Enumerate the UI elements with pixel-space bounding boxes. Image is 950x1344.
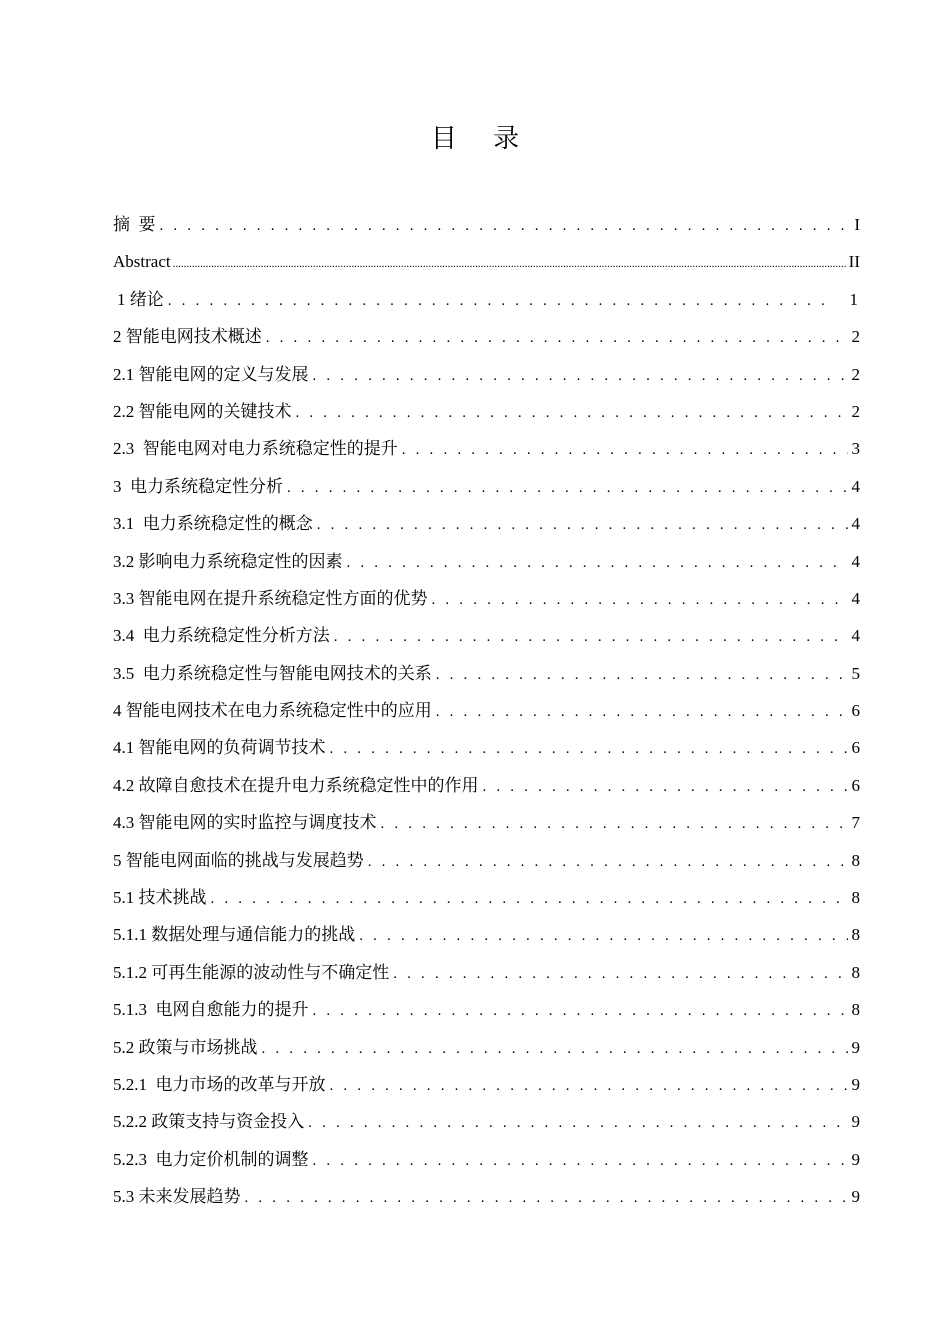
toc-entry[interactable]	[113, 281, 860, 318]
toc-entry[interactable]	[113, 954, 860, 991]
toc-leader-dots	[211, 881, 848, 918]
toc-entry-page: 9	[851, 1074, 860, 1094]
toc-entry[interactable]	[113, 842, 860, 879]
toc-entry[interactable]	[113, 1066, 860, 1103]
toc-entry-label: 2 智能电网技术概述	[113, 327, 262, 347]
toc-entry-page: II	[848, 252, 860, 272]
toc-entry-label: 4.1 智能电网的负荷调节技术	[113, 738, 326, 758]
toc-entry-page: 4	[851, 588, 860, 608]
toc-leader-dots	[393, 956, 847, 993]
toc-entry[interactable]	[113, 804, 860, 841]
toc-leader-dots	[402, 432, 848, 469]
toc-entry-label: 5.2 政策与市场挑战	[113, 1037, 258, 1057]
toc-entry[interactable]	[113, 318, 860, 355]
toc-entry-page: 2	[851, 364, 860, 384]
toc-entry-label: 5.1.3 电网自愈能力的提升	[113, 1000, 309, 1020]
page-title: 目 录	[430, 124, 534, 154]
toc-entry-page: 4	[851, 626, 860, 646]
toc-entry-page: 9	[851, 1037, 860, 1057]
toc-entry[interactable]	[113, 1103, 860, 1140]
toc-leader-dots	[330, 1068, 848, 1105]
toc-entry-label: 4.2 故障自愈技术在提升电力系统稳定性中的作用	[113, 775, 479, 795]
toc-leader-dots	[347, 545, 848, 582]
toc-entry[interactable]	[113, 767, 860, 804]
toc-entry-label: 5.2.3 电力定价机制的调整	[113, 1149, 309, 1169]
toc-entry[interactable]	[113, 617, 860, 654]
toc-entry[interactable]	[113, 468, 860, 505]
toc-entry[interactable]	[113, 1029, 860, 1066]
toc-entry-label: 2.1 智能电网的定义与发展	[113, 364, 309, 384]
toc-entry[interactable]	[113, 916, 860, 953]
toc-leader-dots	[381, 806, 848, 843]
toc-entry-label: 2.3 智能电网对电力系统稳定性的提升	[113, 439, 398, 459]
toc-entry-label: 3 电力系统稳定性分析	[113, 476, 283, 496]
toc-entry[interactable]	[113, 879, 860, 916]
toc-entry-label: 5 智能电网面临的挑战与发展趋势	[113, 850, 364, 870]
toc-leader-dots	[334, 619, 848, 656]
toc-entry-page: 9	[851, 1187, 860, 1207]
toc-entry-label: 3.5 电力系统稳定性与智能电网技术的关系	[113, 663, 432, 683]
toc-entry-label: 5.2.1 电力市场的改革与开放	[113, 1074, 326, 1094]
toc-entry-label: 3.2 影响电力系统稳定性的因素	[113, 551, 343, 571]
toc-entry-label: 1 绪论	[117, 289, 164, 309]
toc-entry-label: 2.2 智能电网的关键技术	[113, 401, 292, 421]
toc-leader-dots	[432, 582, 848, 619]
toc-entry-page: 6	[851, 701, 860, 721]
toc-entry[interactable]	[113, 1178, 860, 1215]
toc-entry[interactable]	[113, 243, 860, 280]
toc-entry-page: 8	[851, 962, 860, 982]
toc-leader-dots	[313, 993, 848, 1030]
toc-entry-page: 4	[851, 551, 860, 571]
toc-entry-page: 1	[849, 289, 858, 309]
toc-entry[interactable]	[113, 393, 860, 430]
toc-entry-page: 7	[851, 813, 860, 833]
toc-entry-label: 5.1 技术挑战	[113, 888, 207, 908]
toc-leader-dots	[317, 507, 848, 544]
toc-entry-label: Abstract	[113, 252, 171, 272]
toc-entry-label: 5.1.2 可再生能源的波动性与不确定性	[113, 962, 390, 982]
toc-entry-label: 3.4 电力系统稳定性分析方法	[113, 626, 330, 646]
toc-entry-page: 2	[851, 401, 860, 421]
toc-entry-page: 8	[851, 1000, 860, 1020]
toc-entry-page: 6	[851, 775, 860, 795]
toc-entry-label: 摘 要	[113, 215, 156, 234]
toc-entry[interactable]	[113, 505, 860, 542]
toc-entry-page: 8	[851, 925, 860, 945]
toc-entry-page: 8	[851, 850, 860, 870]
toc-entry-label: 5.3 未来发展趋势	[113, 1187, 241, 1207]
toc-entry[interactable]	[113, 430, 860, 467]
toc-entry-page: 5	[851, 663, 860, 683]
toc-leader-dots	[436, 694, 848, 731]
toc-leader-dots	[262, 1031, 848, 1068]
toc-leader-dots	[287, 470, 848, 507]
toc-entry-page: 4	[851, 476, 860, 496]
toc-entry[interactable]	[113, 1141, 860, 1178]
toc-leader-dots	[483, 769, 848, 806]
toc-leader-dots	[160, 208, 851, 245]
toc-entry-label: 3.1 电力系统稳定性的概念	[113, 514, 313, 534]
toc-leader-dots	[368, 844, 848, 881]
toc-entry[interactable]	[113, 356, 860, 393]
toc-entry-page: 9	[851, 1112, 860, 1132]
toc-entry-page: 8	[851, 888, 860, 908]
toc-entry-label: 5.1.1 数据处理与通信能力的挑战	[113, 925, 356, 945]
toc-entry-page: 2	[851, 327, 860, 347]
toc-entry[interactable]	[113, 991, 860, 1028]
toc-entry-label: 4.3 智能电网的实时监控与调度技术	[113, 813, 377, 833]
toc-leader-dots	[308, 1105, 847, 1142]
toc-entry-label: 5.2.2 政策支持与资金投入	[113, 1112, 305, 1132]
toc-leader-dots	[313, 1143, 848, 1180]
toc-entry-page: 3	[851, 439, 860, 459]
toc-entry[interactable]	[113, 729, 860, 766]
toc-entry[interactable]	[113, 543, 860, 580]
toc-leader-dots	[168, 283, 836, 320]
toc-entry-label: 3.3 智能电网在提升系统稳定性方面的优势	[113, 588, 428, 608]
toc-leader-dots	[266, 320, 848, 357]
toc-entry-page: 9	[851, 1149, 860, 1169]
toc-entry-page: 4	[851, 514, 860, 534]
toc-leader-dots	[313, 358, 848, 395]
toc-leader-dots	[436, 657, 848, 694]
toc-entry-page: 6	[851, 738, 860, 758]
toc-leader-dots	[359, 918, 847, 955]
toc-entry[interactable]	[113, 692, 860, 729]
toc-leader-dots	[173, 246, 847, 283]
toc-leader-dots	[330, 731, 848, 768]
toc-entry[interactable]	[113, 580, 860, 617]
toc-entry[interactable]	[113, 655, 860, 692]
toc-entry-page: I	[854, 215, 860, 234]
table-of-contents	[113, 206, 860, 1216]
toc-entry-label: 4 智能电网技术在电力系统稳定性中的应用	[113, 701, 432, 721]
toc-entry[interactable]	[113, 206, 860, 243]
toc-leader-dots	[296, 395, 848, 432]
toc-leader-dots	[245, 1180, 848, 1217]
